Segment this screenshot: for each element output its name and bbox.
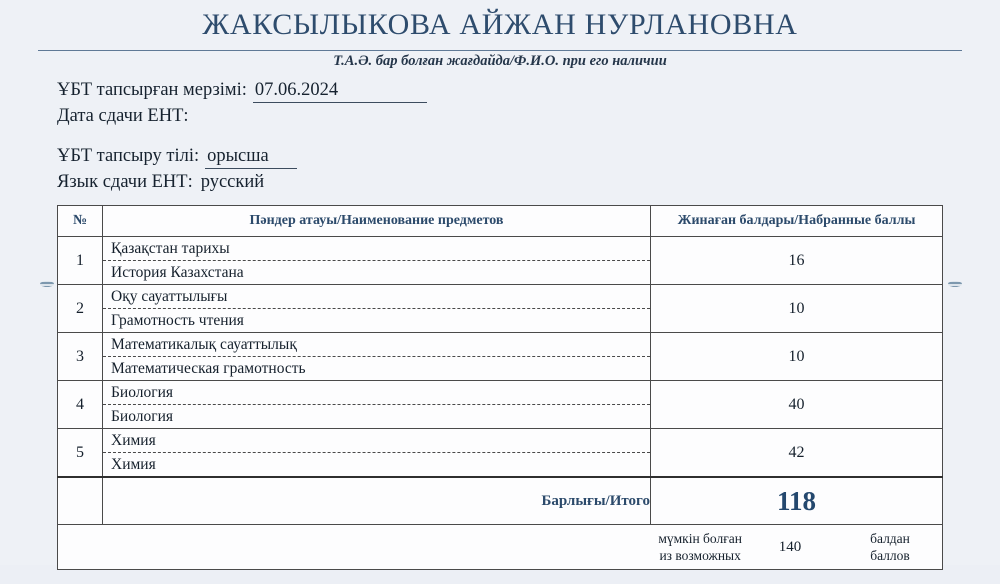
exam-language-row-kz — [57, 146, 657, 172]
possible-points-label — [658, 530, 742, 564]
row-subject-ru: Биология — [111, 408, 174, 425]
page-title: ЖАКСЫЛЫКОВА АЙЖАН НУРЛАНОВНА — [202, 8, 798, 41]
row-subject-kz: Математикалық сауаттылық — [103, 333, 650, 357]
scores-table — [57, 205, 943, 570]
row-subject-kz: Химия — [103, 429, 650, 453]
row-score: 42 — [651, 429, 943, 478]
row-score: 10 — [651, 285, 943, 333]
certificate-content — [57, 0, 940, 565]
possible-points-cell — [58, 525, 943, 570]
row-number: 1 — [58, 237, 103, 285]
possible-points-unit-ru: баллов — [870, 548, 910, 563]
possible-points-label-ru: из возможных — [659, 548, 741, 563]
row-number: 5 — [58, 429, 103, 478]
exam-date-label-kz: ҰБТ тапсырған мерзімі: — [57, 80, 247, 100]
ornamental-wave-left — [38, 0, 56, 584]
exam-language-label-kz: ҰБТ тапсыру тілі: — [57, 146, 200, 166]
row-subject-kz: Оқу сауаттылығы — [103, 285, 650, 309]
page-subtitle: Т.А.Ә. бар болған жағдайда/Ф.И.О. при его наличии — [333, 53, 667, 69]
possible-points-label-kz: мүмкін болған — [658, 531, 742, 546]
table-row — [58, 429, 943, 478]
row-subject-ru: Грамотность чтения — [111, 312, 244, 329]
ornamental-border-right-icon — [946, 0, 964, 574]
row-number: 2 — [58, 285, 103, 333]
header-number: № — [58, 206, 103, 237]
row-number: 3 — [58, 333, 103, 381]
title-divider — [38, 50, 962, 51]
row-score: 16 — [651, 237, 943, 285]
total-value: 118 — [651, 477, 943, 525]
table-row — [58, 285, 943, 333]
exam-date-label-ru: Дата сдачи ЕНТ: — [57, 106, 189, 126]
scores-table-body — [58, 237, 943, 478]
total-label: Барлығы/Итого — [103, 477, 651, 525]
ornamental-border-left-icon — [38, 0, 56, 574]
row-subject-ru: История Казахстана — [111, 264, 244, 281]
total-empty-cell — [58, 477, 103, 525]
possible-points-max: 140 — [778, 538, 802, 555]
exam-date-value: 07.06.2024 — [253, 80, 427, 103]
possible-points-unit — [838, 530, 942, 564]
row-subject-kz: Биология — [103, 381, 650, 405]
table-header-row — [58, 206, 943, 237]
row-score: 10 — [651, 333, 943, 381]
possible-points-row — [58, 525, 943, 570]
exam-date-row-kz — [57, 80, 657, 106]
row-subject-kz: Қазақстан тарихы — [103, 237, 650, 261]
row-subject — [103, 333, 651, 381]
row-subject — [103, 285, 651, 333]
table-row — [58, 381, 943, 429]
table-row — [58, 333, 943, 381]
table-row — [58, 237, 943, 285]
row-subject — [103, 429, 651, 478]
exam-language-label-ru: Язык сдачи ЕНТ: — [57, 172, 193, 192]
exam-info-fields — [57, 80, 657, 198]
exam-language-value-kz: орысша — [205, 146, 297, 169]
possible-points-unit-kz: балдан — [870, 531, 910, 546]
total-row — [58, 477, 943, 525]
exam-language-row-ru — [57, 172, 657, 198]
row-score: 40 — [651, 381, 943, 429]
row-subject — [103, 381, 651, 429]
exam-language-value-ru: русский — [200, 172, 265, 192]
header-subject: Пәндер атауы/Наименование предметов — [103, 206, 651, 237]
ornamental-wave-right — [946, 0, 964, 584]
row-subject-ru: Химия — [111, 456, 156, 473]
row-subject — [103, 237, 651, 285]
exam-date-row-ru — [57, 106, 657, 132]
row-number: 4 — [58, 381, 103, 429]
row-subject-ru: Математическая грамотность — [111, 360, 306, 377]
header-score: Жинаған балдары/Набранные баллы — [651, 206, 943, 237]
